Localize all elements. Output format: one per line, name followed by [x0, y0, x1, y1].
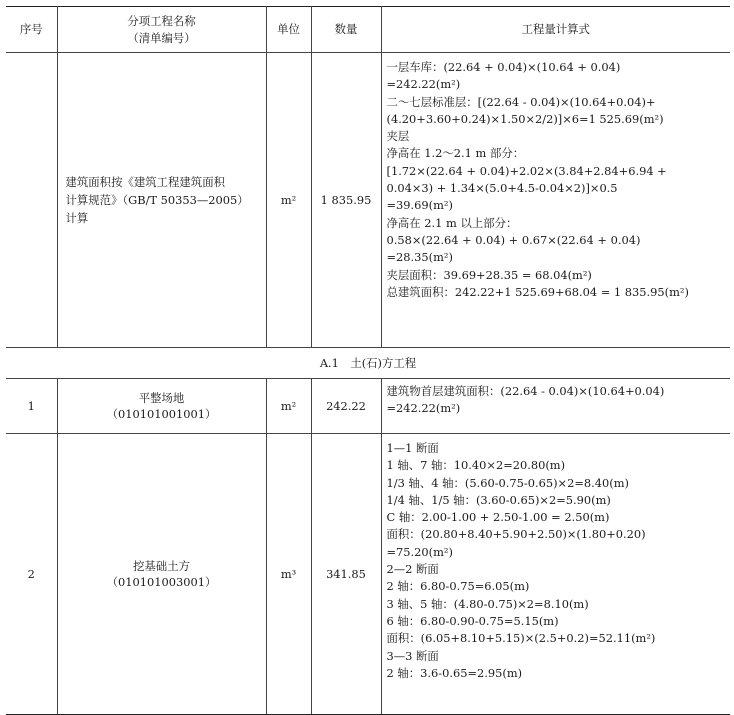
- table-row: [6, 53, 730, 348]
- calc-line: 夹层: [386, 129, 410, 144]
- calc-line: 1/3 轴、4 轴：(5.60-0.75-0.65)×2=8.40(m): [386, 475, 629, 490]
- calc-line: (4.20+3.60+0.24)×1.50×2/2)]×6=1 525.69(m²): [386, 111, 664, 126]
- calc-line: 一层车库：(22.64 + 0.04)×(10.64 + 0.04): [386, 60, 621, 74]
- header-unit: 单位: [266, 7, 311, 53]
- calc-line: 3 轴、5 轴：(4.80-0.75)×2=8.10(m): [386, 596, 589, 611]
- calc-line: 净高在 1.2～2.1 m 部分：: [386, 146, 525, 161]
- header-qty: 数量: [311, 7, 381, 53]
- calc-line: 夹层面积：39.69+28.35 = 68.04(m²): [386, 267, 592, 282]
- calc-line: 净高在 2.1 m 以上部分：: [386, 215, 518, 230]
- calc-line: 0.04×3) + 1.34×(5.0+4.5-0.04×2)]×0.5: [386, 181, 618, 196]
- calc-lines: [387, 440, 727, 682]
- calc-line: =39.69(m²): [386, 198, 453, 213]
- calc-line: C 轴：2.00-1.00 + 2.50-1.00 = 2.50(m): [386, 510, 610, 525]
- calc-line: =75.20(m²): [386, 544, 453, 559]
- header-name-line2: （清单编号）: [127, 30, 196, 45]
- row-unit: m²: [266, 379, 311, 434]
- calc-line: =242.22(m²): [386, 77, 461, 92]
- calc-line: 建筑物首层建筑面积：(22.64 - 0.04)×(10.64+0.04): [386, 384, 665, 398]
- row-calc: [381, 379, 730, 434]
- calc-line: 1—1 断面: [386, 441, 439, 455]
- row-item-name: [57, 53, 266, 348]
- row-qty: 242.22: [311, 379, 381, 434]
- name-line: 平整场地: [138, 391, 185, 405]
- name-line: （010101001001）: [106, 407, 217, 421]
- table-row: [6, 434, 730, 715]
- row-calc: [381, 53, 730, 348]
- row-seq: [6, 53, 57, 348]
- header-row: [6, 7, 730, 53]
- section-title: A.1 土(石)方工程: [6, 348, 730, 379]
- row-calc: [381, 434, 730, 715]
- calc-line: 总建筑面积：242.22+1 525.69+68.04 = 1 835.95(m²): [386, 284, 689, 299]
- calc-lines: [387, 59, 727, 301]
- table-row: [6, 379, 730, 434]
- name-line: 计算: [65, 211, 89, 225]
- calc-line: 0.58×(22.64 + 0.04) + 0.67×(22.64 + 0.04): [386, 232, 641, 247]
- row-qty: 341.85: [311, 434, 381, 715]
- calc-line: 二～七层标准层：[(22.64 - 0.04)×(10.64+0.04)+: [386, 94, 656, 109]
- calc-line: 2 轴：6.80-0.75=6.05(m): [386, 579, 530, 594]
- section-row: [6, 348, 730, 379]
- calc-line: =242.22(m²): [386, 401, 461, 416]
- row-item-name: [57, 379, 266, 434]
- calc-line: [1.72×(22.64 + 0.04)+2.02×(3.84+2.84+6.94 +: [386, 163, 667, 178]
- calc-line: 3—3 断面: [386, 648, 439, 663]
- calc-line: 2—2 断面: [386, 562, 439, 577]
- calc-line: 面积：(20.80+8.40+5.90+2.50)×(1.80+0.20): [386, 527, 646, 542]
- row-seq: 1: [6, 379, 57, 434]
- calc-line: 2 轴：3.6-0.65=2.95(m): [386, 665, 523, 680]
- header-name-line1: 分项工程名称: [127, 13, 196, 28]
- calc-line: 1 轴、7 轴：10.40×2=20.80(m): [386, 458, 566, 473]
- name-line: 挖基础土方: [133, 559, 190, 573]
- header-calc: 工程量计算式: [381, 7, 730, 53]
- calc-line: 6 轴：6.80-0.90-0.75=5.15(m): [386, 613, 559, 628]
- name-line: 计算规范》（GB/T 50353—2005）: [65, 193, 249, 207]
- calc-lines: [387, 383, 727, 418]
- name-line: （010101003001）: [106, 575, 217, 589]
- header-name: [57, 7, 266, 53]
- calc-line: 面积：(6.05+8.10+5.15)×(2.5+0.2)=52.11(m²): [386, 631, 656, 646]
- calc-line: 1/4 轴、1/5 轴：(3.60-0.65)×2=5.90(m): [386, 492, 611, 507]
- quantity-calculation-table: [6, 6, 730, 715]
- calc-line: =28.35(m²): [386, 250, 453, 265]
- header-seq: 序号: [6, 7, 57, 53]
- row-seq: 2: [6, 434, 57, 715]
- row-item-name: [57, 434, 266, 715]
- row-unit: m²: [266, 53, 311, 348]
- row-unit: m³: [266, 434, 311, 715]
- name-line: 建筑面积按《建筑工程建筑面积: [65, 175, 225, 189]
- row-qty: 1 835.95: [311, 53, 381, 348]
